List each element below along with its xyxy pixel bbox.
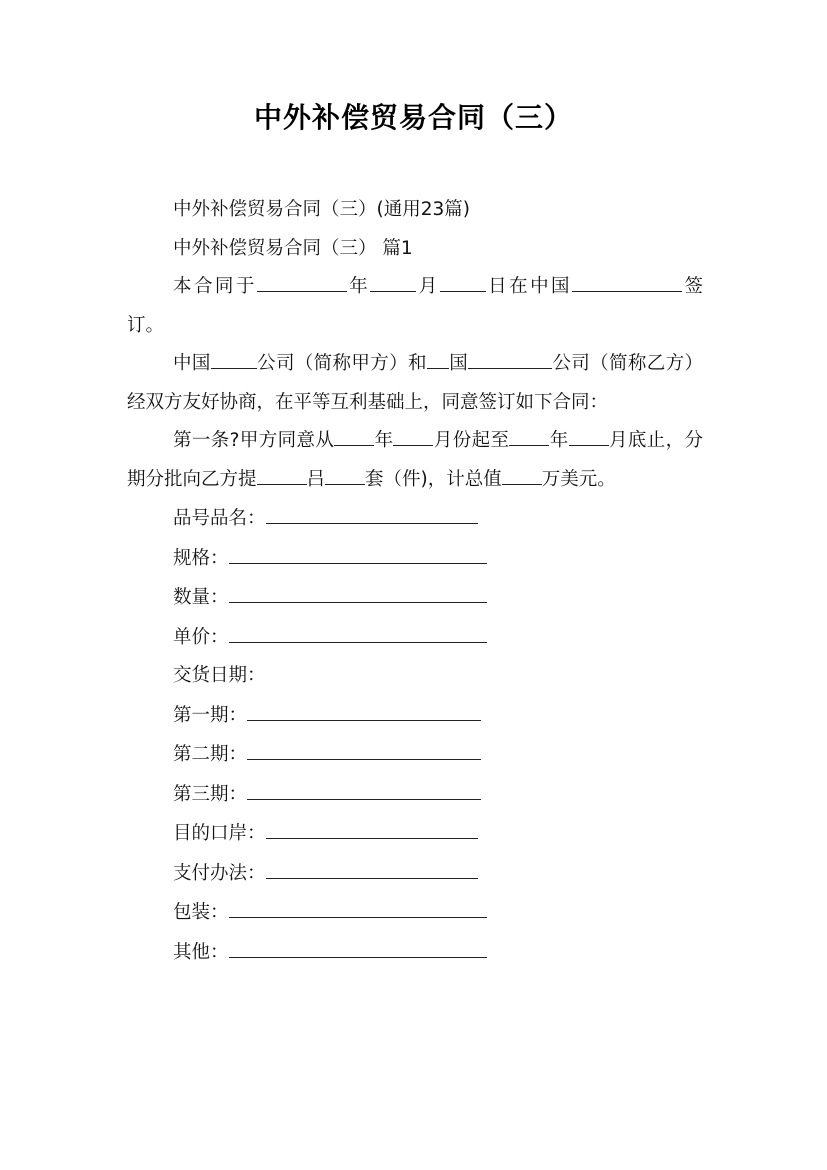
document-title: 中外补偿贸易合同（三） [253, 101, 573, 134]
blank-line [572, 269, 682, 292]
field-label: 品号品名： [173, 508, 266, 529]
parties-paragraph [127, 345, 703, 422]
blank-line [509, 423, 549, 446]
contract-signing-paragraph [127, 268, 703, 345]
text-segment: 签订。 [127, 276, 703, 336]
field-label: 第三期： [173, 783, 248, 805]
text-segment: 套（件)，计总值 [365, 468, 502, 490]
text-segment: 月底止，分期分批向乙方提 [127, 430, 703, 490]
document-subtitle: 中外补偿贸易合同（三）(通用23篇) [173, 199, 470, 220]
text-segment: 年 [549, 430, 569, 451]
blank-line [229, 539, 487, 564]
blank-line [325, 462, 365, 485]
field-label: 数量： [173, 587, 229, 608]
text-segment: 万美元。 [541, 468, 616, 490]
field-label: 规格： [173, 547, 229, 569]
field-phase-1 [127, 696, 703, 736]
blank-line [393, 423, 433, 446]
field-spec [127, 539, 703, 579]
field-packaging [127, 893, 703, 933]
blank-line [502, 462, 542, 485]
text-segment: 中国 [173, 353, 211, 374]
text-segment: 月 [416, 276, 440, 297]
blank-line [247, 775, 481, 800]
text-segment: 年 [346, 276, 371, 297]
field-delivery-date [127, 657, 703, 696]
text-segment: 吕 [306, 468, 326, 490]
blank-line [427, 346, 449, 369]
blank-line [257, 269, 347, 292]
field-unit-price [127, 618, 703, 658]
blank-line [370, 269, 416, 292]
text-segment: 公司（简称甲方）和 [256, 353, 427, 374]
blank-line [229, 578, 487, 603]
blank-line [229, 618, 487, 643]
blank-line [257, 462, 307, 485]
text-segment: 日在中国 [485, 276, 572, 297]
text-segment: 第一条?甲方同意从 [173, 430, 335, 451]
text-segment: 月份起至 [433, 430, 510, 451]
field-phase-3 [127, 775, 703, 815]
text-segment: 年 [374, 430, 394, 451]
field-label: 包装： [173, 902, 229, 923]
field-destination-port [127, 814, 703, 854]
field-label: 第一期： [173, 704, 248, 726]
blank-line [247, 735, 481, 760]
blank-line [211, 346, 257, 369]
field-label: 目的口岸： [173, 823, 266, 844]
blank-line [266, 499, 478, 524]
field-phase-2 [127, 735, 703, 775]
field-label: 其他： [173, 941, 229, 963]
text-segment: 公司（简称乙方）经双方友好协商，在平等互利基础上，同意签订如下合同： [127, 353, 703, 413]
blank-line [266, 854, 478, 879]
blank-line [334, 423, 374, 446]
document-body [127, 191, 703, 972]
blank-line [229, 933, 487, 958]
field-quantity [127, 578, 703, 618]
blank-line [266, 814, 478, 839]
text-segment: 本合同于 [173, 276, 257, 297]
field-label: 第二期： [173, 744, 248, 765]
article-one-paragraph [127, 422, 703, 499]
field-label: 支付办法： [173, 862, 266, 884]
field-payment-method [127, 854, 703, 894]
blank-line [229, 893, 487, 918]
text-segment: 国 [448, 353, 469, 374]
field-product-name [127, 499, 703, 539]
field-other [127, 933, 703, 973]
blank-line [468, 346, 552, 369]
section-heading: 中外补偿贸易合同（三） 篇1 [173, 237, 413, 259]
field-label: 单价： [173, 626, 229, 648]
blank-line [247, 696, 481, 721]
blank-line [440, 269, 486, 292]
field-label: 交货日期： [173, 665, 266, 686]
blank-line [569, 423, 609, 446]
